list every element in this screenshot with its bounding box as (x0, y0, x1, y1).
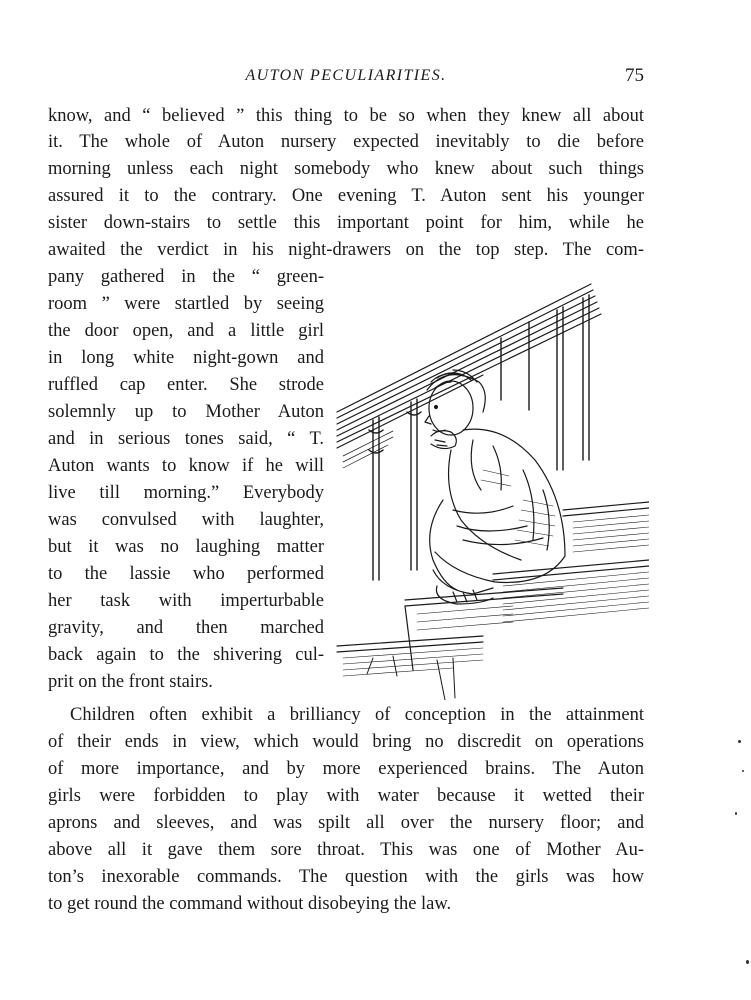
running-head (48, 64, 644, 88)
text-line: gravity, and then marched (48, 618, 324, 638)
text-line: the door open, and a little girl (48, 321, 324, 341)
page-speck (746, 960, 749, 964)
text-line: of their ends in view, which would bring no discredit on operations (48, 732, 644, 752)
text-line: of more importance, and by more experienced brains. The Auton (48, 759, 644, 779)
page-speck (742, 770, 744, 772)
paragraph-first-line: Children often exhibit a brilliancy of conception in the attainment (70, 705, 644, 725)
text-line: back again to the shivering cul- (48, 645, 324, 665)
text-line: her task with imperturbable (48, 591, 324, 611)
running-title: AUTON PECULIARITIES. (245, 67, 447, 84)
text-line: and in serious tones said, “ T. (48, 429, 324, 449)
text-line: to get round the command without disobeying the law. (48, 894, 452, 914)
text-line: girls were forbidden to play with water because it wetted their (48, 786, 644, 806)
text-line: ton’s inexorable commands. The question with the girls was how (48, 867, 644, 887)
page-number: 75 (625, 65, 644, 86)
text-line: awaited the verdict in his night-drawers on the top step. The com- (48, 240, 644, 260)
text-line: prit on the front stairs. (48, 672, 213, 692)
text-line: ruffled cap enter. She strode (48, 375, 324, 395)
text-line: Auton wants to know if he will (48, 456, 324, 476)
text-line: above all it gave them sore throat. This was one of Mother Au- (48, 840, 644, 860)
text-line: it. The whole of Auton nursery expected inevitably to die before (48, 132, 644, 152)
text-line: but it was no laughing matter (48, 537, 324, 557)
text-line: solemnly up to Mother Auton (48, 402, 324, 422)
text-line: room ” were startled by seeing (48, 294, 324, 314)
text-line: pany gathered in the “ green- (48, 267, 324, 287)
text-line: know, and “ believed ” this thing to be so when they knew all about (48, 106, 644, 126)
page-speck (738, 740, 741, 743)
text-line: live till morning.” Everybody (48, 483, 324, 503)
text-line: aprons and sleeves, and was spilt all over the nursery floor; and (48, 813, 644, 833)
text-line: assured it to the contrary. One evening T. Auton sent his younger (48, 186, 644, 206)
text-line: morning unless each night somebody who knew about such things (48, 159, 644, 179)
page-speck (735, 812, 737, 815)
text-line: to the lassie who performed (48, 564, 324, 584)
text-line: sister down-stairs to settle this important point for him, while he (48, 213, 644, 233)
text-line: in long white night-gown and (48, 348, 324, 368)
text-line: was convulsed with laughter, (48, 510, 324, 530)
boy-on-stairs-engraving-icon (333, 270, 649, 700)
